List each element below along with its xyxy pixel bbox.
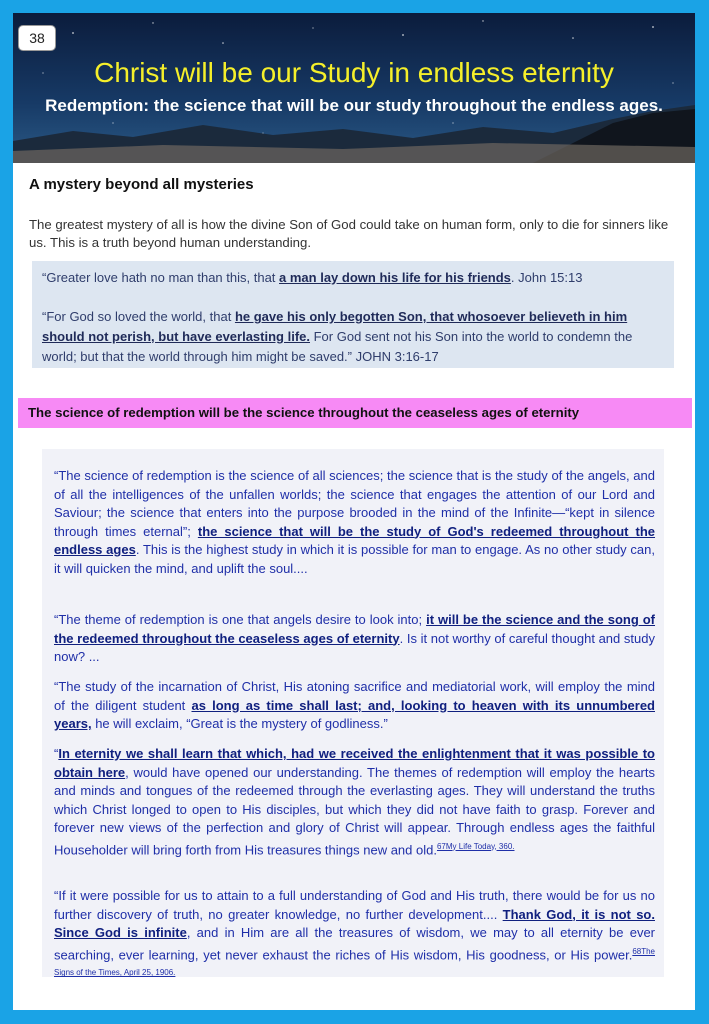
scripture-quote-john-3-16: “For God so loved the world, that he gave his only begotten Son, that whosoever believeth in him should not perish, but have everlasting life. For God sent not his Son into the world to condemn the world; but that the world through him might be saved.” JOHN 3:16-17	[42, 309, 633, 364]
section-banner	[18, 398, 692, 428]
page	[13, 13, 695, 1010]
quote-paragraph-4: “In eternity we shall learn that which, had we received the enlightenment that it was possible to obtain here, would have opened our understanding. The themes of redemption will employ the hearts and minds and tongues of the redeemed through the everlasting ages. They will understand the truths which Christ longed to open to His disciples, but which they did not have faith to grasp. Forever and forever new views of the perfection and glory of Christ will appear. Through endless ages the faithful Householder will bring forth from His treasures things new and old.$^{67My Life Today, 360.}$	[54, 746, 655, 857]
quote-paragraph-5: “If it were possible for us to attain to a full understanding of God and His truth, there would be for us no further discovery of truth, no greater knowledge, no further development.... Thank God, it is not so. Since God is infinite, and in Him are all the treasures of wisdom, we may to all eternity be ever searching, ever learning, yet never exhaust the riches of His wisdom, His goodness, or His power.$^{68The Signs of the Times, April 25, 1906.}$	[54, 888, 656, 978]
intro-paragraph: The greatest mystery of all is how the divine Son of God could take on human form, only to die for sinners like us. This is a truth beyond human understanding.	[29, 217, 669, 250]
quote-paragraph-2: “The theme of redemption is one that angels desire to look into; it will be the science and the song of the redeemed throughout the ceaseless ages of eternity. Is it not worthy of careful thought and study now? ...	[54, 612, 656, 664]
quote-paragraph-1: “The science of redemption is the science of all sciences; the science that is the study of the angels, and of all the intelligences of the unfallen worlds; the science that engages the attention of our Lord and Saviour; the science that enters into the purpose brooded in the mind of the Infinite—“kept in silence through times eternal”; the science that will be the study of God's redeemed throughout the endless ages. This is the highest study in which it is possible for man to engage. As no other study can, it will quicken the mind, and uplift the soul....	[54, 468, 656, 576]
section-banner-text: The science of redemption will be the science throughout the ceaseless ages of eternity	[28, 405, 580, 420]
quotes-box	[42, 449, 664, 977]
section-heading: A mystery beyond all mysteries	[29, 176, 254, 193]
scripture-box	[32, 261, 674, 368]
scripture-quote-john-15-13: “Greater love hath no man than this, that a man lay down his life for his friends. John 15:13	[42, 270, 583, 285]
banner-title: Christ will be our Study in endless eternity	[94, 57, 614, 88]
citation-67: 67My Life Today, 360.	[436, 841, 515, 851]
quote-paragraph-3: “The study of the incarnation of Christ, His atoning sacrifice and mediatorial work, will employ the mind of the diligent student as long as time shall last; and, looking to heaven with its unnumbered years, he will exclaim, “Great is the mystery of godliness.”	[54, 679, 655, 731]
citation-68: 68The Signs of the Times, April 25, 1906.	[54, 946, 655, 978]
header-banner	[13, 13, 695, 163]
page-number: 38	[18, 25, 56, 51]
banner-subtitle: Redemption: the science that will be our study throughout the endless ages.	[45, 96, 663, 115]
